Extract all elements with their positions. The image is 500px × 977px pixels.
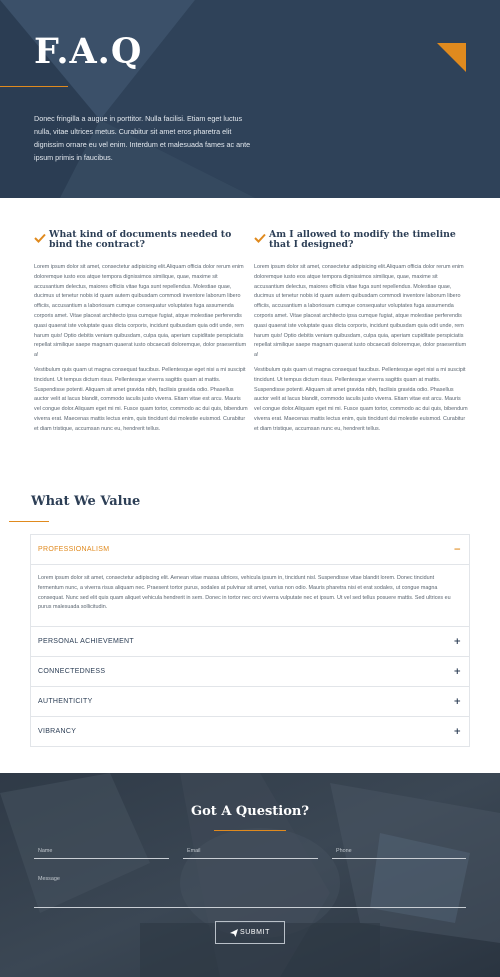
email-field[interactable]: [183, 848, 318, 859]
message-placeholder: Message: [38, 876, 60, 882]
minus-icon[interactable]: −: [453, 544, 461, 555]
page-title: F.A.Q: [34, 31, 143, 72]
plus-icon[interactable]: +: [453, 636, 461, 647]
accordion-label: PERSONAL ACHIEVEMENT: [38, 638, 134, 645]
faq-item-timeline: [254, 230, 468, 435]
name-field[interactable]: [34, 848, 169, 859]
accordion-item-vibrancy: [31, 716, 469, 746]
accordion-label: VIBRANCY: [38, 728, 77, 735]
faq-answer-paragraph: Lorem ipsum dolor sit amet, consectetur adipisicing elit.Aliquam officia dolor rerum enim doloremque iusto eos atque tempora dignissimos similique, quae, maxime sit accusantium delectus, maiores officiis vitae fuga sunt repellendus. Molestiae quae, ducimus ut tenetur nobis id quam autem quibusdam commodi inventore laborum libero officiis, accusantium a laboriosam cumque consequatur voluptates fuga assumenda corporis amet. Vitae placeat architecto ipsa cumque fugiat, atque molestiae perferendis quasi quaerat iste voluptate quas dicta corporis, incidunt quibusdam quia odit unde, rem harum quis! Optio debitis veniam quibusdam, culpa quia, aperiam cupiditate perspiciatis repellat similique saepe magnam quaerat iusto obcaecati doloremque, dolor praesentium a!: [254, 264, 467, 359]
name-placeholder: Name: [38, 848, 53, 854]
phone-field[interactable]: [332, 848, 466, 859]
contact-section: [0, 773, 500, 977]
accordion-header[interactable]: [31, 657, 469, 686]
faq-answer-paragraph: Lorem ipsum dolor sit amet, consectetur adipisicing elit.Aliquam officia dolor rerum enim doloremque iusto eos atque tempora dignissimos similique, quae, maxime sit accusantium delectus, maiores officiis vitae fuga sunt repellendus. Molestiae quae, ducimus ut tenetur nobis id quam autem quibusdam commodi inventore laborum libero officiis, accusantium a laboriosam cumque consequatur voluptates fuga assumenda corporis amet. Vitae placeat architecto ipsa cumque fugiat, atque molestiae perferendis quasi quaerat iste voluptate quas dicta corporis, incidunt quibusdam quia odit unde, rem harum quis! Optio debitis veniam quibusdam, culpa quia, aperiam cupiditate perspiciatis repellat similique saepe magnam quaerat iusto obcaecati doloremque, dolor praesentium a!: [34, 264, 247, 359]
contact-accent-rule: [214, 830, 286, 831]
hero-intro-text: Donec fringilla a augue in porttitor. Nulla facilisi. Etiam eget luctus nulla, vitae ultrices metus. Curabitur sit amet eros pharetra elit dignissim ornare eu vel enim. Interdum et malesuada fames ac ante ipsum primis in faucibus.: [34, 114, 251, 162]
plus-icon[interactable]: +: [453, 696, 461, 707]
email-placeholder: Email: [187, 848, 201, 854]
plus-icon[interactable]: +: [453, 726, 461, 737]
accordion-body: Lorem ipsum dolor sit amet, consectetur adipiscing elit. Aenean vitae massa ultrices, vehicula ipsum in, tincidunt nisl. Suspendisse vitae blandit lorem. Donec tincidunt fermentum nunc, a viverra risus aliquam nec. Praesent tortor purus, sodales at pulvinar sit amet, varius non odio. Mauris pharetra nisi et erat sodales, ut congue magna consequat. Nunc sed elit quis quam aliquet vehicula hendrerit in sem. Donec in tortor nec orci viverra vulputate nec et ipsum. Ut vel sed tellus posuere mattis. Sed ultrices eu purus malesuada sollicitudin.: [31, 564, 469, 626]
plus-icon[interactable]: +: [453, 666, 461, 677]
phone-placeholder: Phone: [336, 848, 352, 854]
check-icon: [254, 233, 266, 243]
accordion-label: AUTHENTICITY: [38, 698, 93, 705]
send-icon: [230, 929, 238, 937]
hero-banner: [0, 0, 500, 198]
corner-triangle-icon: [437, 43, 466, 72]
accordion-item-personal-achievement: [31, 626, 469, 656]
accordion-header[interactable]: [31, 627, 469, 656]
values-heading: What We Value: [31, 494, 141, 509]
faq-answer-paragraph: Vestibulum quis quam ut magna consequat faucibus. Pellentesque eget nisi a mi suscipit tincidunt. Ut tempus dictum risus. Pellentesque viverra sagittis quam at mattis. Suspendisse potenti. Aliquam sit amet gravida nibh, facilisis gravida odio. Phasellus auctor velit at lacus blandit, commodo iaculis justo viverra. Etiam vitae est arcu. Mauris vel congue dolor.Aliquam eget mi mi. Fusce quam tortor, commodo ac dui quis, bibendum viverra erat. Maecenas mattis lectus enim, quis tincidunt dui molestie euismod. Curabitur et diam tristique, accumsan nunc eu, hendrerit tellus.: [254, 366, 468, 432]
faq-question: Am I allowed to modify the timeline that I designed?: [269, 229, 456, 250]
message-field[interactable]: [34, 876, 466, 908]
faq-answer-paragraph: Vestibulum quis quam ut magna consequat faucibus. Pellentesque eget nisi a mi suscipit tincidunt. Ut tempus dictum risus. Pellentesque viverra sagittis quam at mattis. Suspendisse potenti. Aliquam sit amet gravida nibh, facilisis gravida odio. Phasellus auctor velit at lacus blandit, commodo iaculis justo viverra. Etiam vitae est arcu. Mauris vel congue dolor.Aliquam eget mi mi. Fusce quam tortor, commodo ac dui quis, bibendum viverra erat. Maecenas mattis lectus enim, quis tincidunt dui molestie euismod. Curabitur et diam tristique, accumsan nunc eu, hendrerit tellus.: [34, 366, 248, 432]
accordion-label: PROFESSIONALISM: [38, 546, 110, 553]
submit-label: SUBMIT: [239, 929, 271, 936]
faq-question: What kind of documents needed to bind the contract?: [49, 229, 232, 250]
accordion-item-authenticity: [31, 686, 469, 716]
contact-heading: Got A Question?: [191, 804, 309, 819]
accordion-header[interactable]: [31, 535, 469, 564]
accordion-item-professionalism: [31, 535, 469, 626]
accordion-header[interactable]: [31, 717, 469, 746]
check-icon: [34, 233, 46, 243]
accordion-label: CONNECTEDNESS: [38, 668, 106, 675]
values-accent-rule: [9, 521, 49, 522]
submit-button[interactable]: [215, 921, 285, 944]
accordion-item-connectedness: [31, 656, 469, 686]
accordion-header[interactable]: [31, 687, 469, 716]
hero-accent-rule: [0, 86, 68, 87]
faq-item-documents: [34, 230, 248, 435]
values-accordion: [30, 534, 470, 747]
hero-background-facets: [0, 0, 500, 198]
